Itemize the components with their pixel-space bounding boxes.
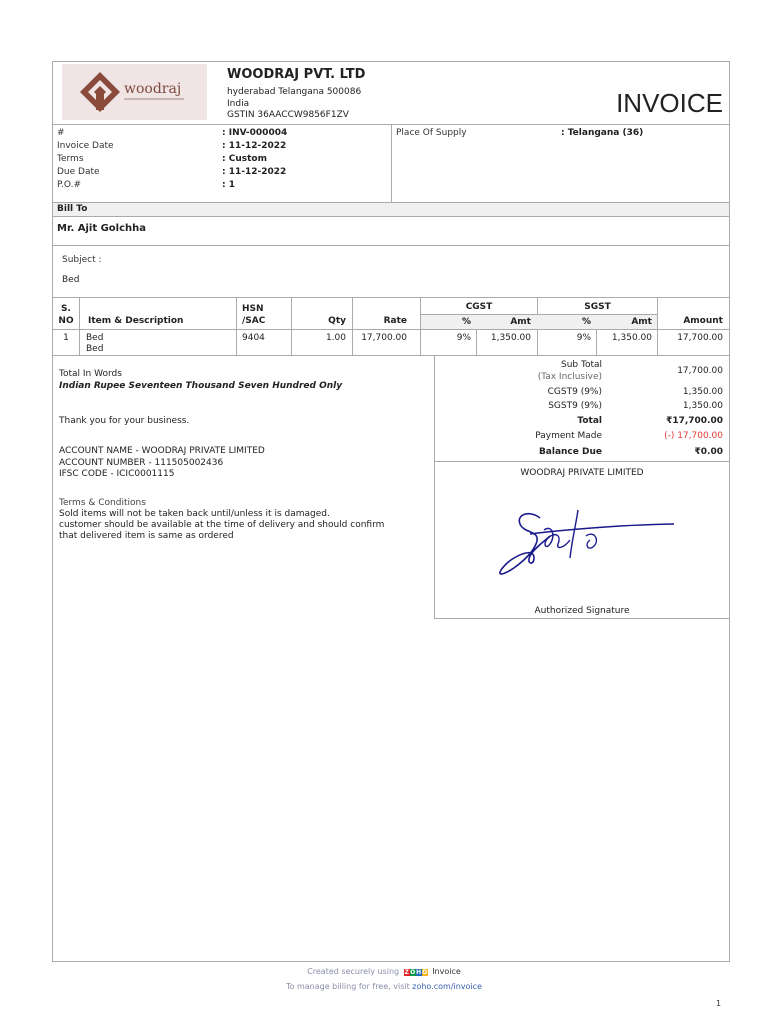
divider: [391, 124, 392, 202]
row-item: Bed: [86, 333, 104, 343]
company-name: WOODRAJ PVT. LTD: [227, 67, 366, 82]
logo-wordmark: woodraj: [124, 81, 182, 97]
th-sno-1: S.: [61, 304, 71, 314]
th-sgst-pct: %: [581, 317, 591, 327]
place-of-supply-label: Place Of Supply: [396, 128, 467, 138]
divider: [52, 216, 730, 217]
zoho-letter: O: [422, 969, 428, 976]
balance-due-label: Balance Due: [538, 447, 602, 457]
total-value: ₹17,700.00: [666, 416, 723, 426]
th-sgst: SGST: [584, 302, 611, 312]
th-sgst-amt: Amt: [631, 317, 652, 327]
summary-left-border: [434, 355, 435, 618]
th-hsn-1: HSN: [242, 304, 264, 314]
bill-to-name: Mr. Ajit Golchha: [57, 223, 147, 234]
th-amount: Amount: [683, 316, 723, 326]
terms-line-1: Sold items will not be taken back until/unless it is damaged.: [59, 509, 330, 519]
footer-created-text: Created securely using: [307, 967, 400, 976]
row-cgst-amt: 1,350.00: [490, 333, 531, 343]
company-logo: [62, 64, 207, 120]
tax-inclusive-label: (Tax Inclusive): [537, 372, 602, 382]
col-divider: [79, 297, 80, 355]
bill-to-header: [53, 203, 729, 216]
handwritten-signature: [490, 500, 680, 580]
bill-to-label: Bill To: [57, 204, 88, 214]
th-rate: Rate: [383, 316, 407, 326]
summary-divider: [434, 461, 730, 462]
subject-value: Bed: [62, 275, 80, 285]
zoho-letter: Z: [404, 969, 409, 976]
row-cgst-pct: 9%: [456, 333, 471, 343]
terms-line-2: customer should be available at the time of delivery and should confirm: [59, 520, 385, 530]
detail-label-due-date: Due Date: [57, 167, 100, 177]
row-sgst-pct: 9%: [576, 333, 591, 343]
detail-label-terms: Terms: [57, 154, 84, 164]
th-sno-2: NO: [58, 316, 74, 326]
total-in-words-label: Total In Words: [59, 369, 122, 379]
zoho-letter: H: [416, 969, 422, 976]
logo-tagline-bar: [124, 98, 184, 100]
subject-label: Subject :: [62, 255, 102, 265]
payment-made-label: Payment Made: [535, 431, 602, 441]
row-qty: 1.00: [325, 333, 346, 343]
detail-label-po: P.O.#: [57, 180, 82, 190]
thank-you-note: Thank you for your business.: [59, 416, 190, 426]
terms-label: Terms & Conditions: [59, 498, 146, 508]
row-rate: 17,700.00: [361, 333, 407, 343]
total-in-words-value: Indian Rupee Seventeen Thousand Seven Hundred Only: [59, 381, 343, 391]
place-of-supply-value: : Telangana (36): [561, 128, 644, 138]
table-header-border: [52, 329, 730, 330]
table-top-border: [52, 297, 730, 298]
account-number: ACCOUNT NUMBER - 111505002436: [59, 458, 224, 468]
row-desc: Bed: [86, 344, 104, 354]
company-country: India: [227, 99, 250, 109]
woodraj-logo-icon: [78, 70, 122, 114]
th-cgst-pct: %: [461, 317, 471, 327]
terms-line-3: that delivered item is same as ordered: [59, 531, 234, 541]
cgst-label: CGST9 (9%): [547, 387, 602, 397]
row-sgst-amt: 1,350.00: [611, 333, 652, 343]
col-divider: [657, 297, 658, 355]
th-hsn-2: /SAC: [242, 316, 266, 326]
detail-label-number: #: [57, 128, 65, 138]
company-address: hyderabad Telangana 500086: [227, 87, 362, 97]
zoho-letter: O: [410, 969, 416, 976]
total-label: Total: [577, 416, 602, 426]
sub-total-label: Sub Total: [560, 360, 602, 370]
th-qty: Qty: [328, 316, 346, 326]
footer-billing-text: To manage billing for free, visit: [286, 982, 413, 991]
col-divider: [352, 297, 353, 355]
cgst-value: 1,350.00: [682, 387, 723, 397]
detail-value-terms: : Custom: [222, 154, 267, 164]
detail-value-po: : 1: [222, 180, 235, 190]
footer-invoice-word: Invoice: [432, 967, 461, 976]
invoice-title: INVOICE: [616, 88, 723, 118]
footer-created-with: [0, 967, 768, 976]
th-item: Item & Description: [88, 316, 184, 326]
detail-value-due-date: : 11-12-2022: [222, 167, 287, 177]
footer-billing-note: [0, 982, 768, 991]
payment-made-value: (-) 17,700.00: [664, 431, 723, 441]
account-name: ACCOUNT NAME - WOODRAJ PRIVATE LIMITED: [59, 446, 265, 456]
divider: [52, 245, 730, 246]
th-cgst: CGST: [465, 302, 493, 312]
detail-value-invoice-date: : 11-12-2022: [222, 141, 287, 151]
detail-label-invoice-date: Invoice Date: [57, 141, 114, 151]
zoho-logo-icon: [404, 967, 428, 976]
detail-value-number: : INV-000004: [222, 128, 288, 138]
sgst-value: 1,350.00: [682, 401, 723, 411]
th-cgst-amt: Amt: [510, 317, 531, 327]
signature-bottom-border: [434, 618, 730, 619]
sgst-label: SGST9 (9%): [548, 401, 602, 411]
row-sno: 1: [63, 333, 69, 343]
page-number: 1: [716, 999, 722, 1008]
signature-company: WOODRAJ PRIVATE LIMITED: [520, 468, 644, 478]
footer-zoho-link[interactable]: zoho.com/invoice: [412, 982, 482, 991]
row-hsn: 9404: [242, 333, 265, 343]
col-divider: [291, 297, 292, 355]
authorized-signature-label: Authorized Signature: [534, 606, 630, 616]
table-bottom-border: [52, 355, 730, 356]
ifsc-code: IFSC CODE - ICIC0001115: [59, 469, 175, 479]
balance-due-value: ₹0.00: [694, 447, 723, 457]
col-divider: [236, 297, 237, 355]
company-gstin: GSTIN 36AACCW9856F1ZV: [227, 110, 349, 120]
row-amount: 17,700.00: [677, 333, 723, 343]
sub-total-value: 17,700.00: [677, 366, 723, 376]
